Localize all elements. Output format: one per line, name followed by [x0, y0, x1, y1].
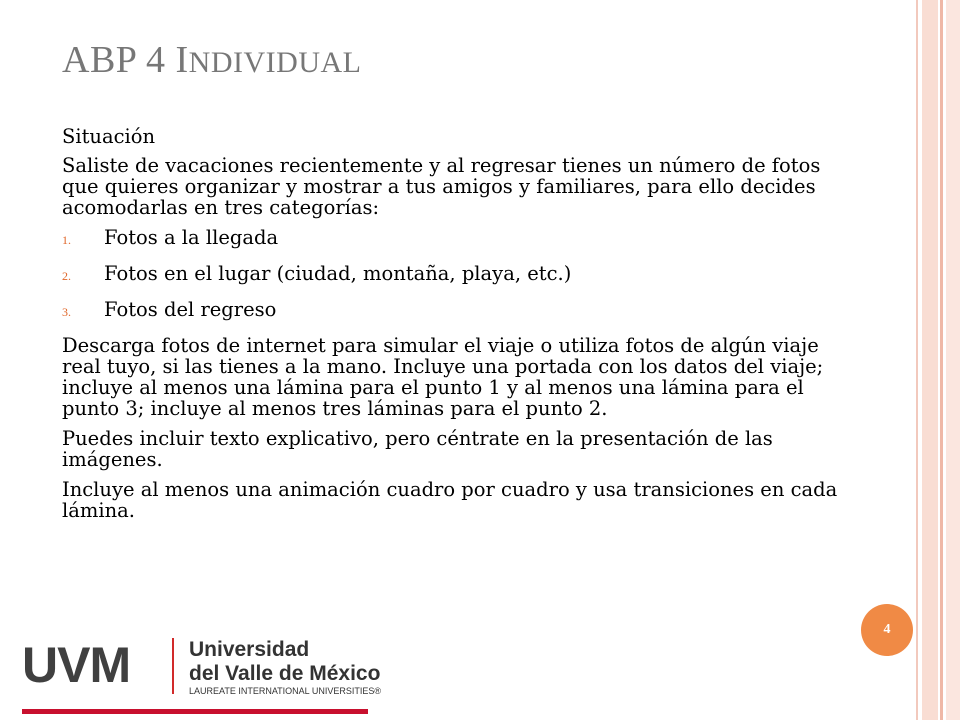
logo-name-line1: Universidad [189, 638, 310, 661]
list-number: 1. [62, 233, 71, 247]
page-number-badge [861, 604, 913, 656]
list-text: Fotos en el lugar (ciudad, montaña, playa, etc.) [104, 262, 572, 285]
category-list [62, 227, 852, 323]
intro-paragraph: Saliste de vacaciones recientemente y al regresar tienes un número de fotos que quieres organizar y mostrar a tus amigos y familiares, para ello decides acomodarlas en tres categorías: [62, 154, 821, 219]
stripe [916, 0, 918, 720]
list-item [62, 263, 852, 287]
section-label: Situación [62, 125, 156, 148]
logo-divider [172, 638, 174, 694]
instructions-paragraph: Descarga fotos de internet para simular el viaje o utiliza fotos de algún viaje real tuyo, si las tienes a la mano. Incluye una portada con los datos del viaje; incluye al menos una lámina para el punto 1 y al menos una lámina para el punto 3; incluye al menos tres láminas para el punto 2. [62, 334, 824, 420]
uvm-logo [22, 628, 381, 696]
decorative-stripes [916, 0, 960, 720]
explanation-paragraph: Puedes incluir texto explicativo, pero céntrate en la presentación de las imágenes. [62, 427, 773, 471]
title-small-caps: NDIVIDUAL [188, 46, 362, 79]
list-text: Fotos del regreso [104, 298, 277, 321]
page-number: 4 [883, 622, 891, 637]
list-number: 2. [62, 269, 71, 283]
animation-paragraph: Incluye al menos una animación cuadro por cuadro y usa transiciones en cada lámina. [62, 478, 838, 522]
slide-title [62, 38, 361, 82]
list-number: 3. [62, 305, 71, 319]
list-text: Fotos a la llegada [104, 226, 279, 249]
logo-wordmark: UVM [22, 637, 131, 693]
logo-tagline: LAUREATE INTERNATIONAL UNIVERSITIES® [189, 686, 381, 696]
stripe [946, 0, 960, 720]
logo-name-line2: del Valle de México [189, 662, 381, 685]
stripe [922, 0, 938, 720]
stripe [940, 0, 943, 720]
list-item [62, 227, 852, 251]
slide-content [62, 126, 852, 530]
list-item [62, 299, 852, 323]
title-main: ABP 4 I [62, 39, 189, 81]
brand-bar [22, 709, 368, 714]
